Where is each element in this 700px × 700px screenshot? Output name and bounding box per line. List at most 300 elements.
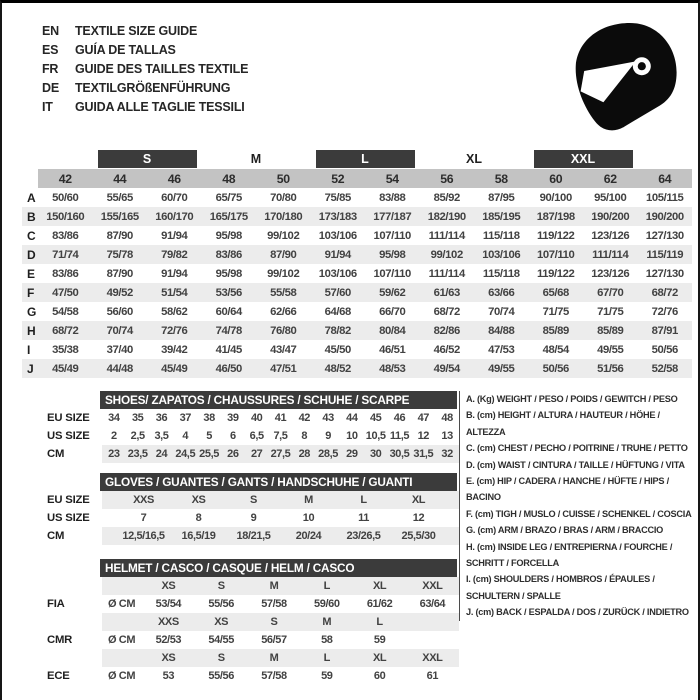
size-value: 76/80 xyxy=(270,324,297,337)
size-value: 99/102 xyxy=(267,267,300,280)
size-value: 27,5 xyxy=(270,448,291,460)
row-label: B xyxy=(27,209,36,224)
size-value: 45 xyxy=(369,412,382,424)
size-value: XS xyxy=(191,494,206,506)
size-value: 7,5 xyxy=(273,430,288,442)
size-value: 58/62 xyxy=(161,305,188,318)
gloves-value-cells xyxy=(102,491,459,509)
size-value: 50/56 xyxy=(542,362,569,375)
size-value: 68/72 xyxy=(433,305,460,318)
size-value: 5 xyxy=(206,430,212,442)
size-value: 25,5/30 xyxy=(401,530,436,542)
row-label: EU SIZE xyxy=(47,494,90,506)
size-value: 30,5 xyxy=(389,448,410,460)
size-value: 65/75 xyxy=(215,191,242,204)
size-value: 11 xyxy=(358,512,369,524)
size-value: 16,5/19 xyxy=(181,530,216,542)
size-value: 83/86 xyxy=(52,229,79,242)
size-value: 49/54 xyxy=(433,362,460,375)
row-label: US SIZE xyxy=(47,430,90,442)
helmet-size-row xyxy=(45,649,459,667)
helmet-value: 59 xyxy=(321,670,333,682)
size-value: 46/51 xyxy=(379,343,406,356)
textile-size-table xyxy=(22,149,692,378)
row-label: EU SIZE xyxy=(47,412,90,424)
helmet-value: 61 xyxy=(426,670,439,682)
gloves-table xyxy=(45,473,459,545)
size-value: 49/55 xyxy=(488,362,515,375)
helmet-value-cells xyxy=(102,667,459,685)
helmet-size-row xyxy=(45,613,459,631)
gloves-row xyxy=(45,509,459,527)
helmet-value: 63/64 xyxy=(419,598,446,610)
language-label: GUIDE DES TAILLES TEXTILE xyxy=(75,62,249,76)
size-value: 46/50 xyxy=(215,362,242,375)
size-value: 85/92 xyxy=(433,191,460,204)
size-value: 107/110 xyxy=(373,229,411,242)
size-value: 3,5 xyxy=(154,430,169,442)
size-value: 111/114 xyxy=(428,267,465,280)
size-value: 44/48 xyxy=(106,362,133,375)
size-value: 48/54 xyxy=(542,343,569,356)
language-row xyxy=(42,22,248,41)
size-value: 23,5 xyxy=(127,448,148,460)
helmet-size-label: XXL xyxy=(422,580,443,592)
racing-helmet-glyph xyxy=(564,17,686,137)
size-value: 52/58 xyxy=(651,362,678,375)
helmet-size-label: S xyxy=(270,616,278,628)
size-value: 95/98 xyxy=(215,267,242,280)
size-value: 95/98 xyxy=(215,229,242,242)
size-value: 36 xyxy=(155,412,168,424)
size-value: 41/45 xyxy=(215,343,242,356)
row-label: E xyxy=(27,266,36,281)
language-label: GUÍA DE TALLAS xyxy=(75,43,176,57)
size-value: 68/72 xyxy=(52,324,79,337)
row-label: CM xyxy=(47,448,65,460)
size-value: 190/200 xyxy=(591,210,630,223)
size-value: 46 xyxy=(393,412,406,424)
size-value: 123/126 xyxy=(591,267,630,280)
size-value: 87/90 xyxy=(106,229,133,242)
size-value: 46/52 xyxy=(433,343,460,356)
size-value: 119/122 xyxy=(537,267,575,280)
size-value: 74/78 xyxy=(215,324,242,337)
size-column-header: 52 xyxy=(311,169,366,188)
size-value: 103/106 xyxy=(318,267,357,280)
size-value: 28 xyxy=(298,448,310,460)
size-value: 70/74 xyxy=(488,305,515,318)
measurement-row-h xyxy=(22,321,692,340)
size-value: 84/88 xyxy=(488,324,515,337)
size-value: 71/75 xyxy=(597,305,624,318)
racing-helmet-icon xyxy=(564,17,686,137)
language-label: TEXTILGRÖßENFÜHRUNG xyxy=(75,81,231,95)
size-value: 30 xyxy=(369,448,382,460)
size-value: 115/118 xyxy=(482,229,520,242)
size-number-row xyxy=(22,169,692,188)
size-value: 75/85 xyxy=(324,191,351,204)
size-value: 127/130 xyxy=(645,229,684,242)
size-value: 4 xyxy=(182,430,189,442)
diameter-label: Ø CM xyxy=(108,670,136,682)
helmet-value: 55/56 xyxy=(208,670,234,682)
helmet-value-cells xyxy=(102,631,459,649)
shoes-value-cells xyxy=(102,445,459,463)
row-label: F xyxy=(27,285,35,300)
size-value: 45/50 xyxy=(324,343,351,356)
size-value: 50/56 xyxy=(651,343,678,356)
shoes-value-cells xyxy=(102,409,459,427)
gloves-value-cells xyxy=(102,527,459,545)
size-value: 9 xyxy=(250,512,257,524)
size-value: 91/94 xyxy=(324,248,351,261)
size-value: 85/89 xyxy=(542,324,569,337)
gloves-row xyxy=(45,527,459,545)
shoes-table-title: SHOES/ ZAPATOS / CHAUSSURES / SCHUHE / SCARPE xyxy=(100,391,457,409)
size-value: 32 xyxy=(441,448,453,460)
helmet-size-row xyxy=(45,577,459,595)
size-value: 95/100 xyxy=(594,191,627,204)
shoes-row xyxy=(45,445,459,463)
size-value: 43/47 xyxy=(270,343,297,356)
shoes-value-cells xyxy=(102,427,459,445)
size-value: 87/90 xyxy=(106,267,133,280)
language-row xyxy=(42,98,248,117)
helmet-value: 57/58 xyxy=(261,598,287,610)
helmet-rows xyxy=(45,577,459,685)
language-label: TEXTILE SIZE GUIDE xyxy=(75,24,198,38)
helmet-value-row xyxy=(45,667,459,685)
size-value: 23 xyxy=(108,448,120,460)
legend-item: C. (cm) CHEST / PECHO / POITRINE / TRUHE / PETTO xyxy=(466,443,688,454)
measurement-rows xyxy=(22,188,692,378)
size-value: 55/65 xyxy=(106,191,133,204)
size-value: 155/165 xyxy=(100,210,139,223)
size-value: 127/130 xyxy=(645,267,684,280)
size-value: 27 xyxy=(250,448,263,460)
size-column-header: 42 xyxy=(38,169,93,188)
size-value: 39/42 xyxy=(161,343,188,356)
size-column-header: 48 xyxy=(202,169,257,188)
size-column-header: 58 xyxy=(474,169,529,188)
standard-label: ECE xyxy=(47,670,70,682)
helmet-value-row xyxy=(45,631,459,649)
size-value: 79/82 xyxy=(161,248,188,261)
size-value: 9 xyxy=(325,430,331,442)
shoes-row xyxy=(45,409,459,427)
size-value: 103/106 xyxy=(482,248,521,261)
size-value: 53/56 xyxy=(215,286,242,299)
size-value: 24,5 xyxy=(175,448,196,460)
row-label: I xyxy=(27,342,31,357)
helmet-size-label: M xyxy=(322,616,332,628)
size-value: 12 xyxy=(412,512,425,524)
size-value: 12,5/16,5 xyxy=(122,530,165,542)
size-value: 83/88 xyxy=(379,191,406,204)
size-value: 68/72 xyxy=(651,286,678,299)
size-value: 47/51 xyxy=(270,362,297,375)
standard-label: FIA xyxy=(47,598,65,610)
helmet-value: 61/62 xyxy=(366,598,393,610)
size-value: 57/60 xyxy=(324,286,351,299)
size-group-m: M xyxy=(250,152,262,166)
size-value: 56/60 xyxy=(106,305,133,318)
row-label: CM xyxy=(47,530,65,542)
helmet-size-label: S xyxy=(217,652,225,664)
size-value: 90/100 xyxy=(539,191,572,204)
row-label: C xyxy=(27,228,36,243)
gloves-rows xyxy=(45,491,459,545)
size-value: 40 xyxy=(250,412,263,424)
helmet-value: 52/53 xyxy=(155,634,182,646)
size-value: 187/198 xyxy=(536,210,575,223)
size-value: 43 xyxy=(322,412,334,424)
size-group-row xyxy=(22,149,692,169)
measurement-row-b xyxy=(22,207,692,226)
size-value: 65/68 xyxy=(542,286,569,299)
size-value: 83/86 xyxy=(215,248,242,261)
size-value: 107/110 xyxy=(373,267,411,280)
size-value: 39 xyxy=(227,412,239,424)
size-value: 35/38 xyxy=(52,343,79,356)
size-value: 31,5 xyxy=(413,448,434,460)
language-code: EN xyxy=(42,24,59,38)
size-value: 80/84 xyxy=(379,324,406,337)
helmet-value: 54/55 xyxy=(208,634,234,646)
helmet-value-row xyxy=(45,595,459,613)
size-value: 83/86 xyxy=(52,267,79,280)
size-value: 10 xyxy=(302,512,315,524)
helmet-size-label: XXL xyxy=(422,652,443,664)
row-label: J xyxy=(27,361,34,376)
size-value: 51/54 xyxy=(161,286,188,299)
gloves-table-title: GLOVES / GUANTES / GANTS / HANDSCHUHE / GUANTI xyxy=(100,473,457,491)
size-value: 47 xyxy=(417,412,429,424)
measurement-row-f xyxy=(22,283,692,302)
legend-item: G. (cm) ARM / BRAZO / BRAS / ARM / BRACCIO xyxy=(466,525,664,536)
size-group-l: L xyxy=(316,150,415,168)
helmet-value-cells xyxy=(102,595,459,613)
diameter-spacer xyxy=(102,649,142,667)
size-value: 24 xyxy=(155,448,168,460)
helmet-size-cells xyxy=(102,613,459,631)
size-value: 37 xyxy=(179,412,191,424)
helmet-table xyxy=(45,559,459,685)
helmet-table-title: HELMET / CASCO / CASQUE / HELM / CASCO xyxy=(100,559,457,577)
helmet-value: 59/60 xyxy=(314,598,340,610)
helmet-size-label: L xyxy=(323,652,330,664)
diameter-spacer xyxy=(102,577,142,595)
size-group-xl: XL xyxy=(466,152,482,166)
helmet-size-label: L xyxy=(376,616,383,628)
size-column-header: 56 xyxy=(420,169,475,188)
helmet-value: 57/58 xyxy=(261,670,287,682)
size-value: 54/58 xyxy=(52,305,79,318)
size-value: 11,5 xyxy=(389,430,410,442)
size-value: 42 xyxy=(298,412,310,424)
size-value: 185/195 xyxy=(482,210,521,223)
helmet-size-label: XL xyxy=(372,580,387,592)
size-value: M xyxy=(304,494,313,506)
legend-item: H. (cm) INSIDE LEG / ENTREPIERNA / FOURCHE / SCHRITT / FORCELLA xyxy=(466,541,673,569)
size-value: 87/91 xyxy=(651,324,678,337)
size-value: 99/102 xyxy=(430,248,463,261)
size-value: 2 xyxy=(111,430,117,442)
size-value: 62/66 xyxy=(270,305,297,318)
size-value: 165/175 xyxy=(209,210,248,223)
helmet-value: 53/54 xyxy=(155,598,182,610)
size-value: 115/118 xyxy=(482,267,520,280)
size-value: 87/95 xyxy=(488,191,515,204)
size-value: 51/56 xyxy=(597,362,624,375)
size-value: 10,5 xyxy=(365,430,386,442)
shoes-row xyxy=(45,427,459,445)
shoes-table xyxy=(45,391,459,463)
size-value: 72/76 xyxy=(651,305,678,318)
helmet-value: 56/57 xyxy=(261,634,287,646)
row-label-empty xyxy=(45,577,102,595)
language-code: IT xyxy=(42,100,53,114)
size-column-header: 62 xyxy=(583,169,638,188)
language-title-list xyxy=(42,22,248,117)
size-value: 12 xyxy=(417,430,429,442)
language-code: ES xyxy=(42,43,59,57)
language-row xyxy=(42,60,248,79)
size-value: 95/98 xyxy=(379,248,406,261)
size-value: 37/40 xyxy=(106,343,133,356)
row-label-empty xyxy=(45,649,102,667)
language-row xyxy=(42,79,248,98)
measurement-legend xyxy=(459,391,697,621)
language-code: DE xyxy=(42,81,59,95)
size-value: 119/122 xyxy=(537,229,575,242)
size-value: 61/63 xyxy=(433,286,460,299)
row-label-spacer xyxy=(22,169,38,188)
size-value: 28,5 xyxy=(318,448,338,460)
size-value: 47/50 xyxy=(52,286,79,299)
helmet-size-label: XS xyxy=(161,652,176,664)
diameter-label: Ø CM xyxy=(108,634,136,646)
size-value: 170/180 xyxy=(264,210,303,223)
helmet-value: 53 xyxy=(162,670,175,682)
size-value: 13 xyxy=(441,430,453,442)
size-value: 8 xyxy=(195,512,202,524)
size-value: 71/74 xyxy=(52,248,79,261)
size-value: 49/52 xyxy=(106,286,133,299)
size-column-header: 44 xyxy=(93,169,148,188)
size-value: 50/60 xyxy=(52,191,79,204)
legend-item: E. (cm) HIP / CADERA / HANCHE / HÜFTE / HIPS / BACINO xyxy=(466,476,669,503)
row-label-empty xyxy=(45,613,102,631)
legend-item: B. (cm) HEIGHT / ALTURA / HAUTEUR / HÖHE / ALTEZZA xyxy=(466,410,660,437)
size-value: 45/49 xyxy=(161,362,188,375)
legend-item: A. (Kg) WEIGHT / PESO / POIDS / GEWITCH / PESO xyxy=(466,394,678,404)
size-value: 190/200 xyxy=(645,210,684,223)
measurement-row-i xyxy=(22,340,692,359)
size-value: 70/74 xyxy=(106,324,133,337)
size-value: 87/90 xyxy=(270,248,297,261)
size-value: 160/170 xyxy=(155,210,194,223)
size-value: 45/49 xyxy=(52,362,79,375)
size-value: 49/55 xyxy=(597,343,624,356)
size-value: XXS xyxy=(133,494,154,506)
helmet-value: 58 xyxy=(321,634,333,646)
size-value: 55/58 xyxy=(270,286,297,299)
size-column-header: 64 xyxy=(638,169,693,188)
size-value: 6 xyxy=(230,430,236,442)
size-column-header: 54 xyxy=(365,169,420,188)
size-value: 67/70 xyxy=(597,286,624,299)
language-label: GUIDA ALLE TAGLIE TESSILI xyxy=(75,100,245,114)
size-column-header: 50 xyxy=(256,169,311,188)
size-value: 91/94 xyxy=(161,229,188,242)
diameter-spacer xyxy=(102,613,142,631)
size-value: 103/106 xyxy=(318,229,357,242)
size-value: 72/76 xyxy=(161,324,188,337)
size-column-header: 46 xyxy=(147,169,202,188)
helmet-size-cells xyxy=(102,577,459,595)
helmet-size-label: M xyxy=(269,580,279,592)
size-value: 105/115 xyxy=(646,191,684,204)
size-value: 82/86 xyxy=(433,324,460,337)
helmet-size-label: S xyxy=(217,580,225,592)
size-value: 26 xyxy=(227,448,239,460)
row-label: US SIZE xyxy=(47,512,90,524)
language-code: FR xyxy=(42,62,59,76)
legend-item: I. (cm) SHOULDERS / HOMBROS / ÉPAULES / SCHULTERN / SPALLE xyxy=(466,574,655,601)
gloves-row xyxy=(45,491,459,509)
legend-item: D. (cm) WAIST / CINTURA / TAILLE / HÜFTUNG / VITA xyxy=(466,459,685,470)
measurement-row-j xyxy=(22,359,692,378)
size-value: S xyxy=(250,494,257,506)
measurement-row-e xyxy=(22,264,692,283)
helmet-size-label: XL xyxy=(372,652,387,664)
language-row xyxy=(42,41,248,60)
size-value: 23/26,5 xyxy=(346,530,381,542)
measurement-row-g xyxy=(22,302,692,321)
size-group-xxl: XXL xyxy=(534,150,633,168)
size-value: 35 xyxy=(131,412,144,424)
size-value: 99/102 xyxy=(267,229,300,242)
size-value: 173/183 xyxy=(318,210,357,223)
row-label: G xyxy=(27,304,37,319)
size-value: 8 xyxy=(301,430,308,442)
helmet-value: 55/56 xyxy=(208,598,234,610)
helmet-value: 59 xyxy=(373,634,386,646)
measurement-row-d xyxy=(22,245,692,264)
legend-item: F. (cm) TIGH / MUSLO / CUISSE / SCHENKEL / COSCIA xyxy=(466,508,692,519)
size-value: 182/190 xyxy=(427,210,466,223)
size-value: L xyxy=(360,494,367,506)
size-group-s: S xyxy=(98,150,197,168)
size-value: 111/114 xyxy=(428,229,465,242)
row-label: D xyxy=(27,247,36,262)
size-value: 25,5 xyxy=(199,448,219,460)
measurement-row-c xyxy=(22,226,692,245)
shoes-rows xyxy=(45,409,459,463)
size-value: 107/110 xyxy=(537,248,575,261)
size-value: 78/82 xyxy=(324,324,351,337)
size-value: 123/126 xyxy=(591,229,630,242)
size-value: 18/21,5 xyxy=(236,530,271,542)
diameter-label: Ø CM xyxy=(108,598,136,610)
size-value: 10 xyxy=(346,430,358,442)
measurement-row-a xyxy=(22,188,692,207)
size-value: 34 xyxy=(108,412,120,424)
size-value: 115/119 xyxy=(646,248,684,261)
size-value: 7 xyxy=(140,512,147,524)
